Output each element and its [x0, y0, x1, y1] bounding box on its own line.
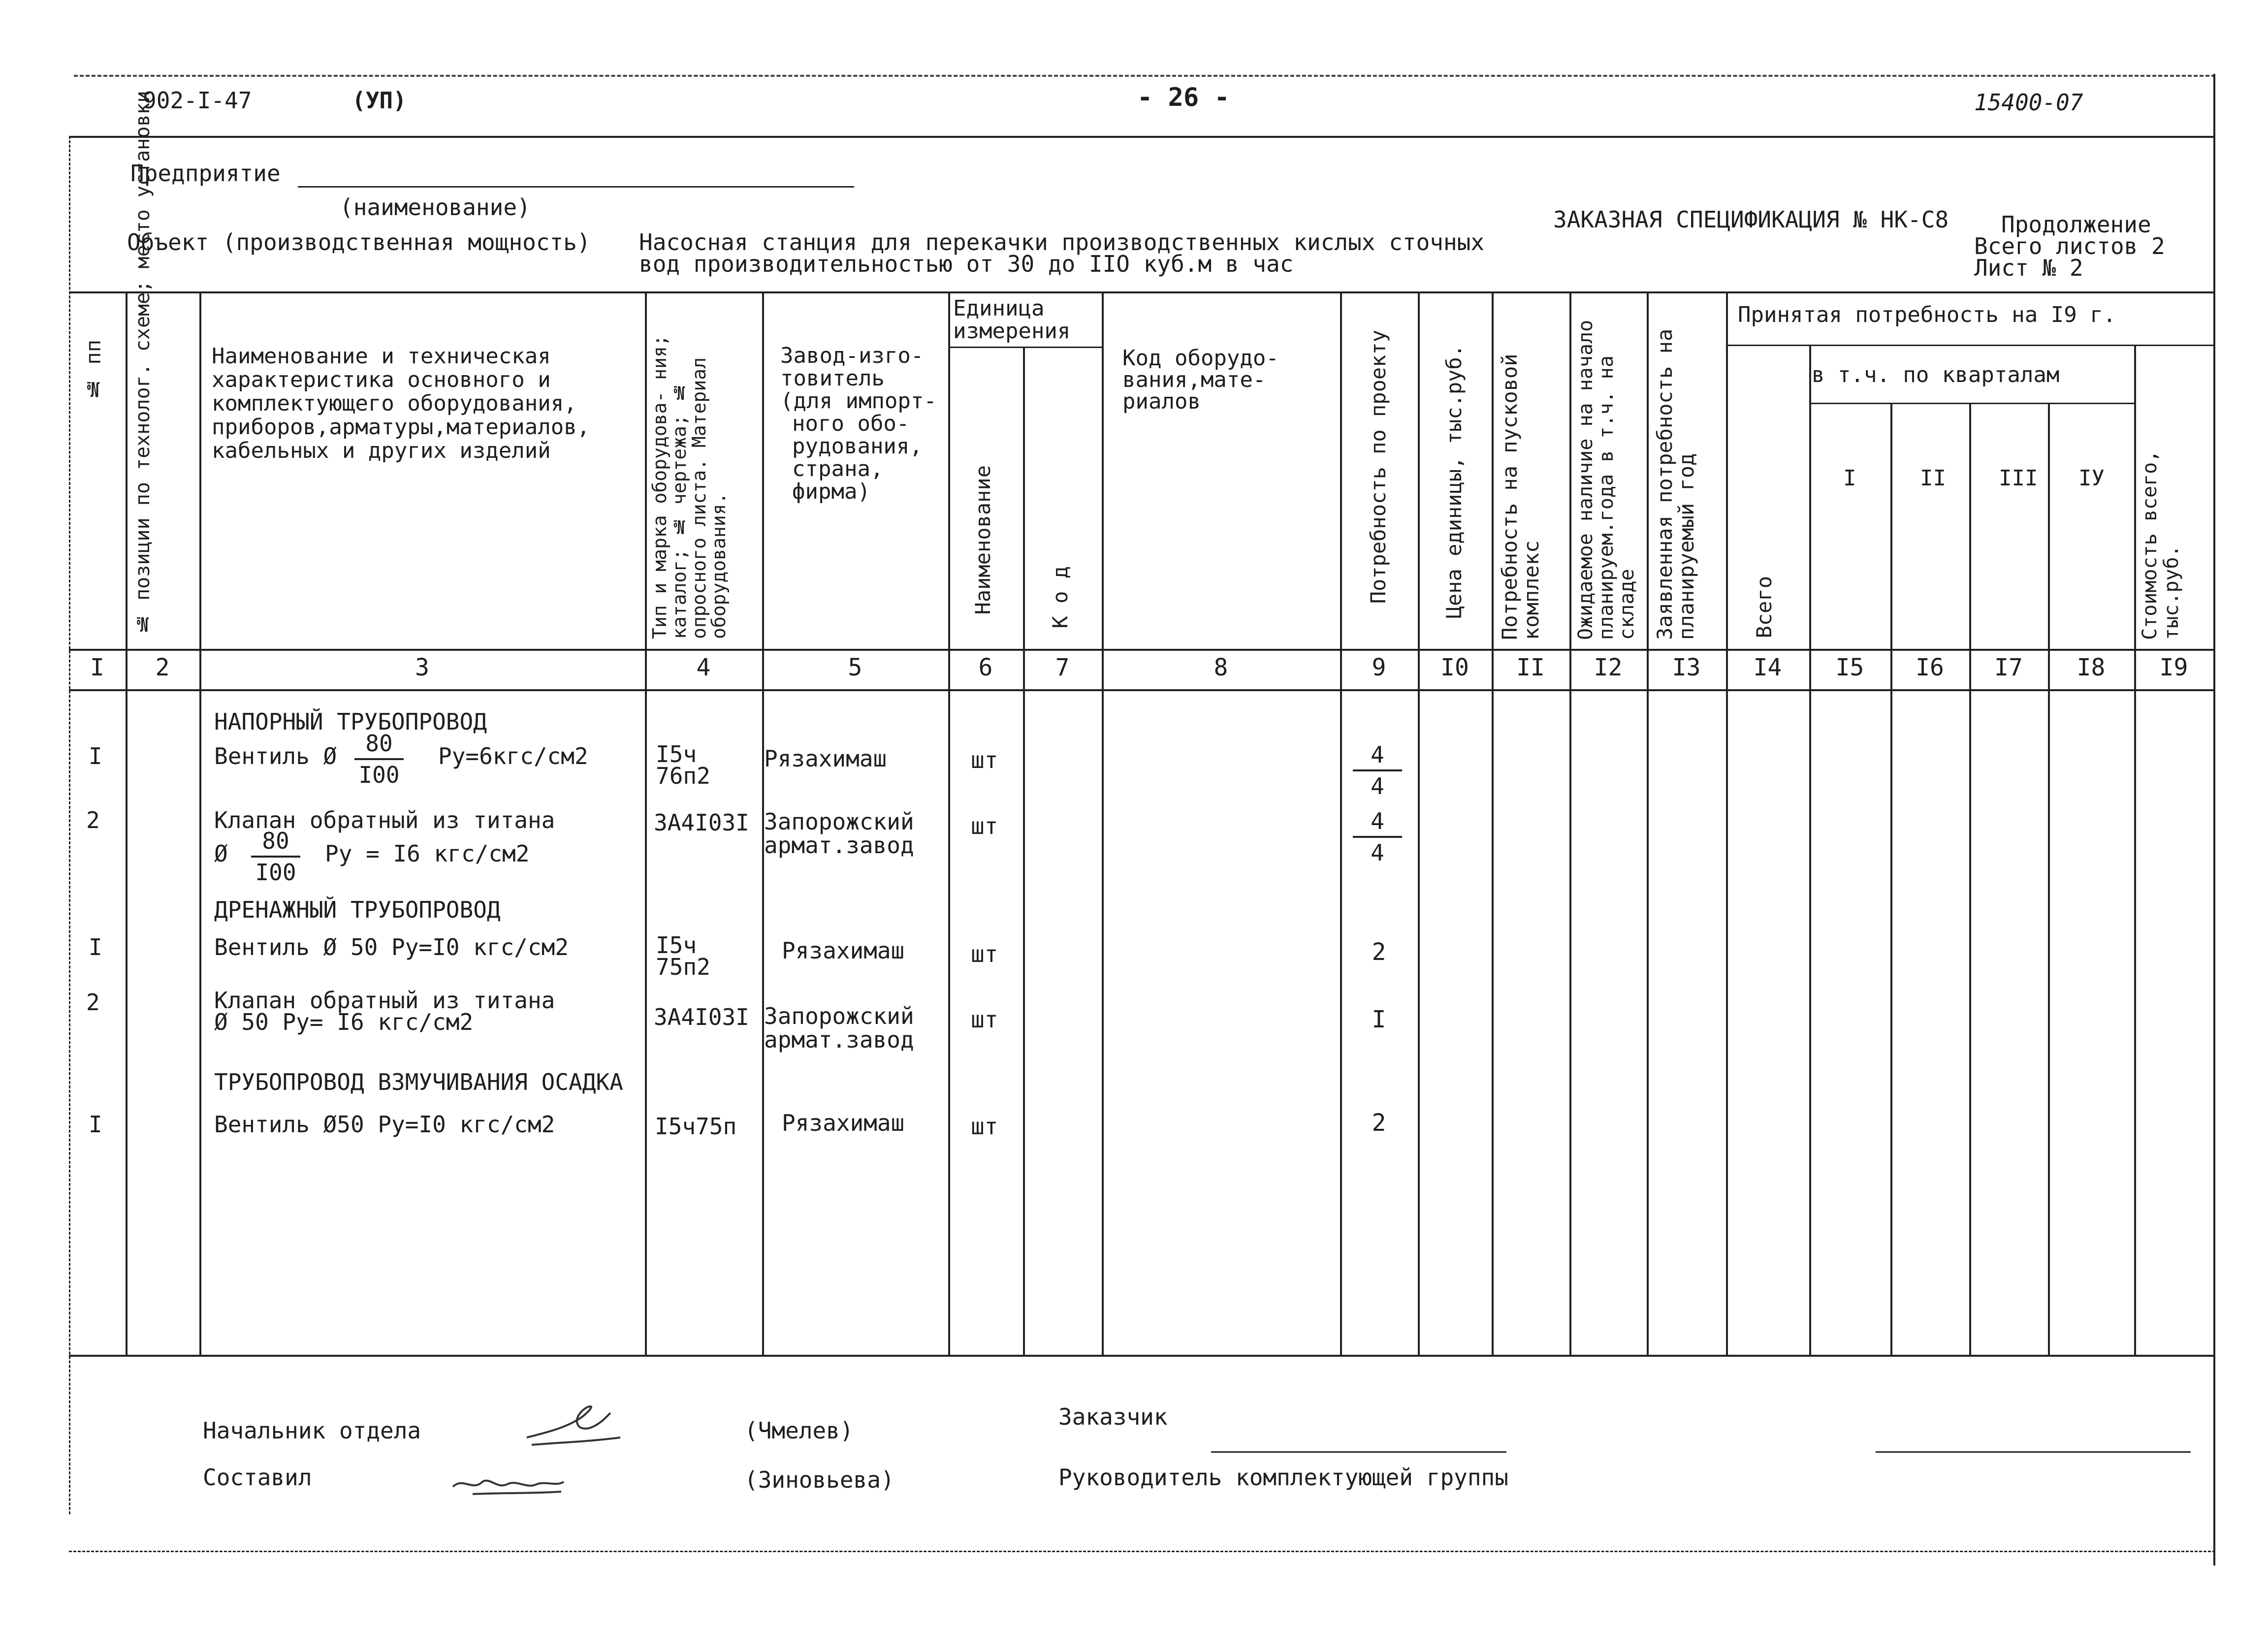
row-3-number: I	[89, 934, 102, 960]
col-line	[2048, 403, 2050, 1355]
row-5-qty: 2	[1372, 1109, 1386, 1137]
row-4-unit: шт	[971, 1006, 998, 1033]
composed-signature	[443, 1462, 571, 1501]
col-10-header: Цена единицы, тыс.руб.	[1442, 345, 1466, 619]
object-line-1: Насосная станция для перекачки производственных кислых сточных	[639, 229, 1485, 255]
col-number: 9	[1372, 654, 1386, 681]
row-2-qty: 4 4	[1353, 807, 1402, 866]
customer-label: Заказчик	[1058, 1404, 1168, 1430]
col-line	[1569, 291, 1571, 1355]
row-1-unit: шт	[971, 747, 998, 773]
col-line	[1726, 291, 1728, 1355]
row-1-name: Вентиль Ø	[214, 743, 337, 769]
col-line	[645, 291, 647, 1355]
object-line-2: вод производительностью от 30 до IIO куб.м в час	[639, 251, 1294, 277]
row-1-pressure: Ру=6кгс/см2	[438, 743, 588, 769]
row-2-number: 2	[86, 807, 100, 833]
col-9-header: Потребность по проекту	[1366, 330, 1390, 604]
q2-header: II	[1920, 466, 1946, 491]
enterprise-underline	[298, 186, 854, 188]
top-dash-line	[74, 75, 2215, 77]
spec-title: ЗАКАЗНАЯ СПЕЦИФИКАЦИЯ № НК-С8	[1553, 206, 1949, 233]
col-line	[1647, 291, 1649, 1355]
row-3-qty: 2	[1372, 938, 1386, 966]
row-1-number: I	[89, 743, 102, 769]
col-number: I	[90, 654, 104, 681]
col-number: I3	[1672, 654, 1701, 681]
unit-sub-line	[948, 347, 1102, 348]
section-title: ДРЕНАЖНЫЙ ТРУБОПРОВОД	[214, 896, 501, 923]
head-name: (Чмелев)	[744, 1417, 854, 1444]
col-14-header: Всего	[1752, 576, 1776, 638]
num-row-top	[69, 649, 2215, 651]
col-number: 6	[978, 654, 993, 681]
col-3-header: Наименование и техническая характеристика основного и комплектующего оборудования, приборов,арматуры,материалов, кабельных и других изделий	[212, 344, 590, 463]
q1-header: I	[1843, 466, 1856, 491]
num-row-bottom	[69, 689, 2215, 691]
row-2-diameter: 80 I00	[251, 827, 300, 886]
col-line	[1492, 291, 1494, 1355]
col-line	[1969, 403, 1971, 1355]
quarters-sub-line	[1809, 403, 2134, 404]
col-number: I0	[1440, 654, 1469, 681]
accepted-header: Принятая потребность на I9 г.	[1738, 302, 2116, 327]
row-2-type: 3А4I03I	[654, 809, 749, 836]
col-11-header: Потребность на пусковой комплекс	[1498, 353, 1543, 640]
row-5-name: Вентиль Ø50 Ру=I0 кгс/см2	[214, 1111, 555, 1138]
table-top-line	[69, 291, 2215, 293]
row-1-qty: 4 4	[1353, 741, 1402, 800]
row-2-unit: шт	[971, 813, 998, 839]
row-2-maker: Запорожский армат.завод	[764, 808, 914, 859]
row-4-number: 2	[86, 989, 100, 1016]
col-number: 2	[155, 654, 170, 681]
row-1-type: I5ч 76п2	[656, 741, 710, 789]
col-line	[1890, 403, 1892, 1355]
head-signature	[517, 1398, 625, 1452]
col-number: I9	[2159, 654, 2188, 681]
name-note: (наименование)	[340, 194, 531, 221]
enterprise-label: Предприятие	[130, 160, 281, 187]
bottom-line	[69, 1551, 2215, 1552]
col-7-header: К о д	[1048, 566, 1072, 629]
head-label: Начальник отдела	[203, 1417, 421, 1444]
total-sheets: Всего листов 2	[1974, 233, 2165, 259]
col-19-header: Стоимость всего, тыс.руб.	[2139, 450, 2183, 640]
col-12-header: Ожидаемое наличие на начало планируем.года в т.ч. на складе	[1574, 319, 1638, 640]
col-6-header: Наименование	[971, 465, 995, 615]
row-1-diameter: 80 I00	[354, 730, 404, 789]
composed-label: Составил	[203, 1464, 312, 1491]
row-4-type: 3А4I03I	[654, 1004, 749, 1030]
col-number: II	[1516, 654, 1545, 681]
col-number: 5	[848, 654, 862, 681]
row-1-maker: Рязахимаш	[764, 745, 887, 772]
col-13-header: Заявленная потребность на планируемый год	[1653, 328, 1698, 640]
col-5-header: Завод-изго- товитель (для импорт- ного обо- рудования, страна, фирма)	[780, 343, 937, 504]
customer-sign-line	[1211, 1451, 1506, 1453]
col-line	[1809, 345, 1811, 1355]
col-number: I7	[1994, 654, 2023, 681]
col-number: I8	[2076, 654, 2106, 681]
row-2-name: Клапан обратный из титана	[214, 807, 555, 833]
row-2-pressure: Ру = I6 кгс/см2	[325, 840, 530, 867]
col-line	[948, 291, 950, 1355]
col-line	[126, 291, 128, 1355]
col-1-header: № пп	[81, 340, 105, 401]
customer-sign-line-2	[1876, 1451, 2191, 1453]
section-title: НАПОРНЫЙ ТРУБОПРОВОД	[214, 708, 487, 735]
col-number: I4	[1753, 654, 1782, 681]
q3-header: III	[1999, 466, 2038, 491]
row-5-type: I5ч75п	[655, 1113, 737, 1140]
col-number: I5	[1835, 654, 1864, 681]
row-4-qty: I	[1372, 1006, 1386, 1033]
col-8-header: Код оборудо- вания,мате- риалов	[1122, 346, 1279, 414]
quarters-header: в т.ч. по кварталам	[1812, 362, 2060, 387]
row-4-name: Клапан обратный из титана Ø 50 Ру= I6 кгс/см2	[214, 987, 555, 1035]
col-line	[1023, 347, 1025, 1355]
col-number: I2	[1594, 654, 1623, 681]
row-3-type: I5ч 75п2	[656, 932, 710, 980]
archive-number: 15400-07	[1974, 89, 2083, 116]
col-line	[199, 291, 201, 1355]
page-number: - 26 -	[1137, 83, 1230, 112]
object-label: Объект (производственная мощность)	[127, 229, 591, 255]
col-4-header: Тип и марка оборудова- ния; каталог; № чертежа; № опросного листа. Материал оборудования.	[649, 335, 730, 639]
col-line	[1418, 291, 1420, 1355]
col-number: 3	[415, 654, 429, 681]
col-2-header: № позиции по технолог. схеме; место установки	[131, 91, 154, 635]
composed-name: (Зиновьева)	[744, 1467, 894, 1493]
row-2-sym: Ø	[214, 840, 228, 867]
group-head-label: Руководитель комплектующей группы	[1058, 1464, 1508, 1491]
row-3-unit: шт	[971, 941, 998, 967]
table-bottom-line	[69, 1355, 2215, 1357]
frame-left	[69, 136, 70, 1514]
col-number: 4	[696, 654, 711, 681]
row-3-name: Вентиль Ø 50 Ру=I0 кгс/см2	[214, 934, 569, 960]
accepted-sub-line	[1726, 345, 2215, 346]
sheet-number: Лист № 2	[1974, 255, 2083, 281]
unit-header: Единица измерения	[953, 296, 1071, 344]
row-4-maker: Запорожский армат.завод	[764, 1003, 914, 1053]
frame-right	[2213, 74, 2215, 1565]
continuation: Продолжение	[2001, 211, 2151, 238]
doc-code: 902-I-47	[143, 87, 252, 114]
row-5-maker: Рязахимаш	[782, 1110, 905, 1136]
row-3-maker: Рязахимаш	[782, 937, 905, 964]
col-number: 7	[1055, 654, 1070, 681]
col-number: 8	[1214, 654, 1228, 681]
frame-top	[69, 136, 2215, 138]
row-5-unit: шт	[971, 1113, 998, 1140]
row-5-number: I	[89, 1111, 102, 1138]
col-line	[1102, 291, 1104, 1355]
col-number: I6	[1916, 654, 1944, 681]
col-line	[1340, 291, 1342, 1355]
section-title: ТРУБОПРОВОД ВЗМУЧИВАНИЯ ОСАДКА	[214, 1069, 623, 1095]
q4-header: IУ	[2078, 466, 2105, 491]
col-line	[2134, 345, 2136, 1355]
doc-part: (УП)	[352, 87, 407, 114]
